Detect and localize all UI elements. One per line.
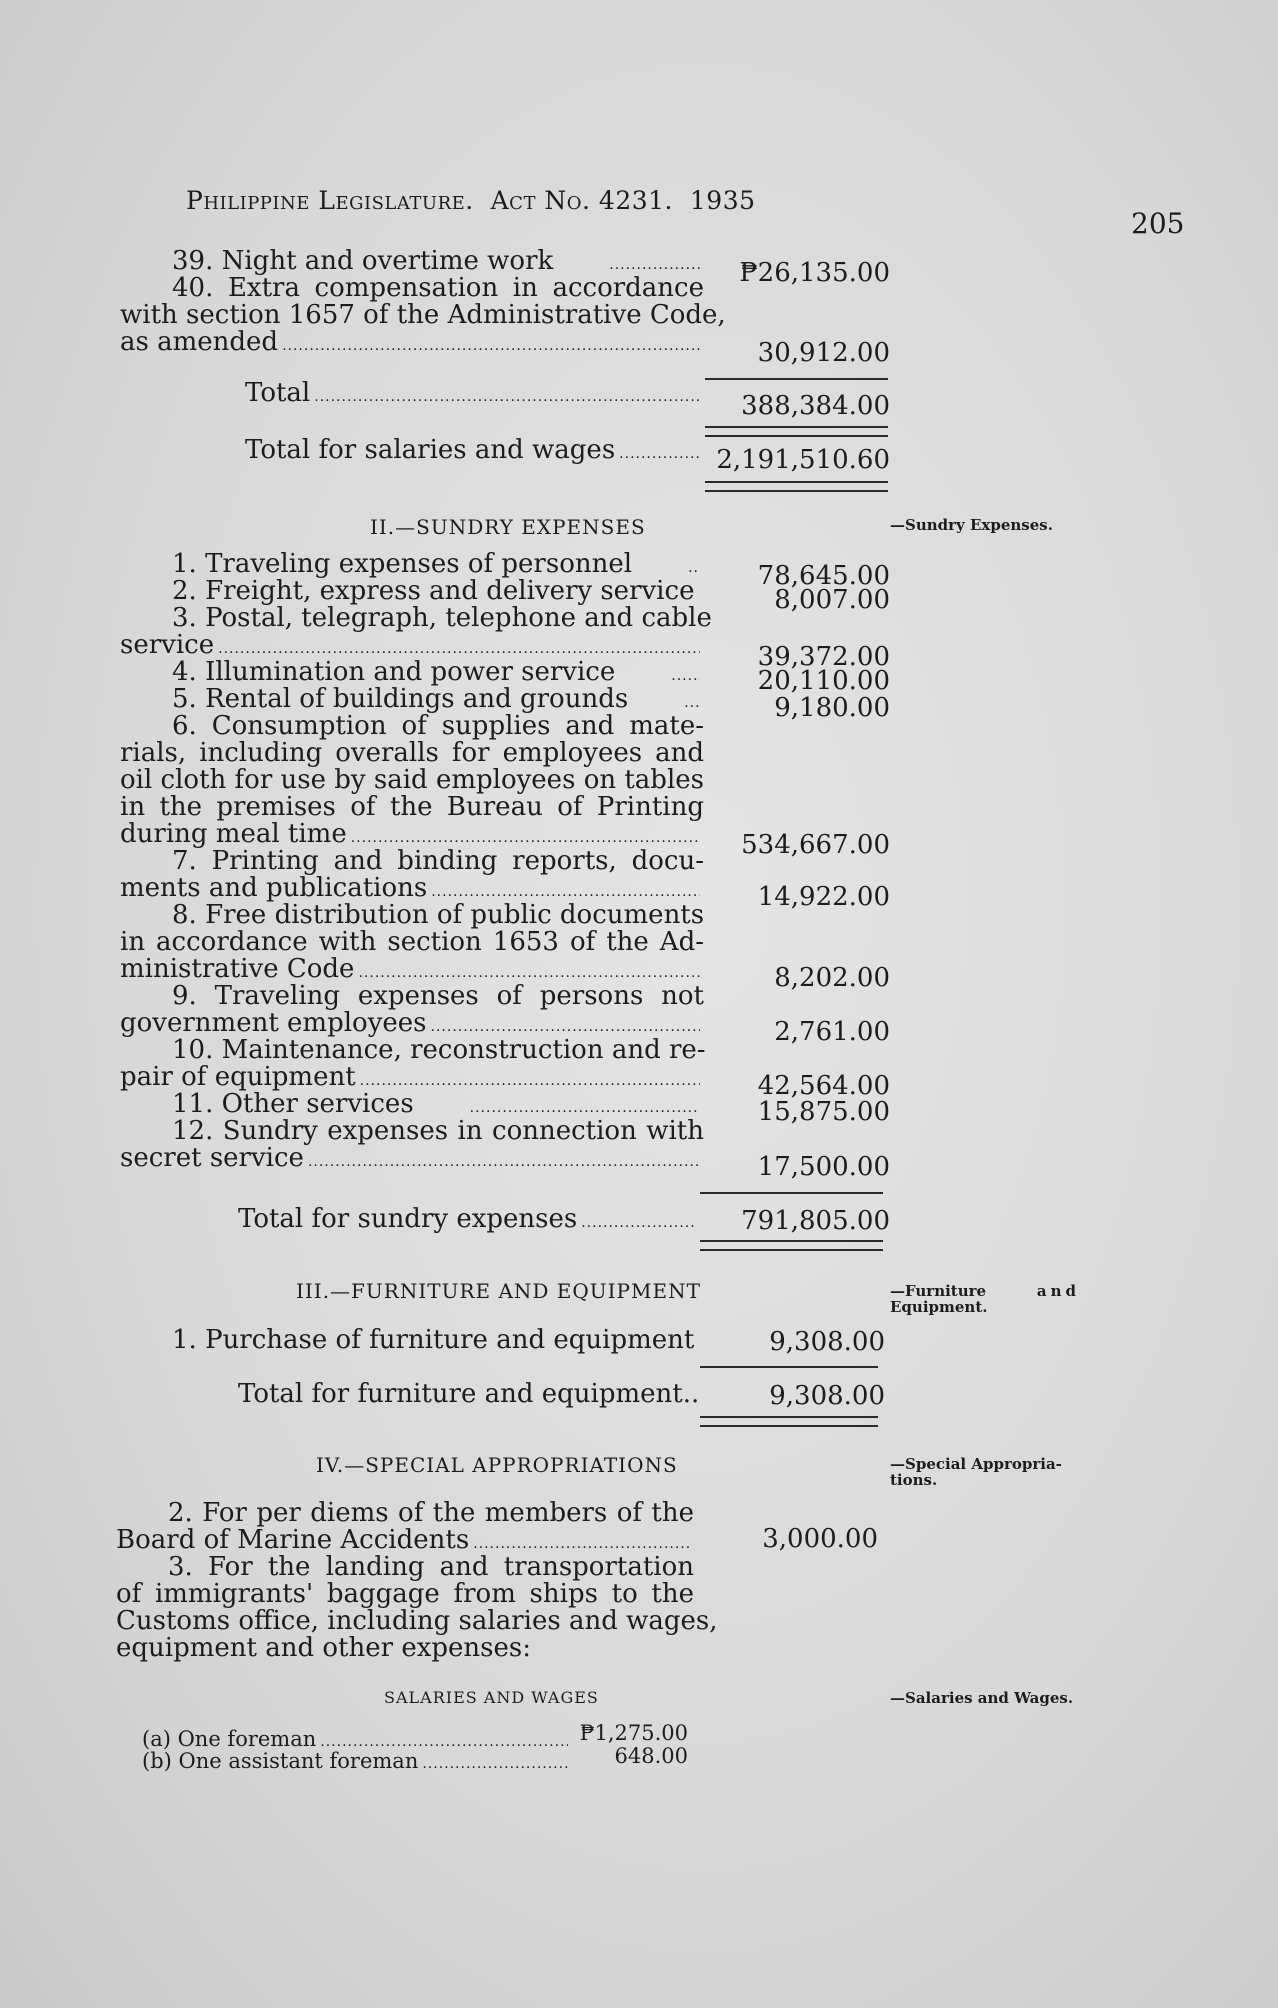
item-39: 39. Night and overtime work ..... (120, 248, 704, 279)
sundry-item-2: 2. Freight, express and delivery service (172, 576, 695, 606)
special-heading: IV.—SPECIAL APPROPRIATIONS (316, 1453, 678, 1477)
sundry-item-11: 11. Other services ..... (120, 1091, 704, 1122)
salaries-row-a-amount: ₱1,275.00 (579, 1721, 688, 1745)
furniture-total-amount: 9,308.00 (769, 1381, 885, 1411)
header-legislature: Philippine Legislature. (186, 186, 474, 215)
sundry-item-5: 5. Rental of buildings and grounds ..... (120, 686, 704, 717)
sundry-item-2-amount: 8,007.00 (774, 585, 890, 615)
sundry-item-12-amount: 17,500.00 (757, 1152, 890, 1182)
furniture-total-row: Total for furniture and equipment.. (238, 1379, 700, 1409)
special-item-3: 3. For the landing and transportation of immigrants' baggage from ships to the Customs office, including salaries and wages, equipment and other expenses: (116, 1552, 718, 1663)
item-40-amount: 30,912.00 (757, 338, 890, 368)
sundry-item-7: 7. Printing and binding reports, docu- ments and publications ..... (120, 848, 704, 906)
sundry-item-4: 4. Illumination and power service ..... (120, 659, 704, 690)
special-margin-note: —Special Appropria- tions. (890, 1455, 1062, 1489)
salaries-row-b: (b) One assistant foreman ..... (142, 1750, 572, 1776)
sundry-item-10-amount: 42,564.00 (757, 1071, 890, 1101)
special-item-2-amount: 3,000.00 (762, 1524, 878, 1554)
total-salaries-amount: 2,191,510.60 (716, 445, 890, 475)
sundry-item-12: 12. Sundry expenses in connection with secret service ..... (120, 1118, 704, 1176)
sundry-item-6: 6. Consumption of supplies and mate- rials, including overalls for employees and oil cloth for use by said employees on tables in the premises of the Bureau of Printing during meal time ..... (120, 713, 704, 852)
sundry-margin-note: —Sundry Expenses. (890, 516, 1053, 534)
sundry-item-1-amount: 78,645.00 (757, 561, 890, 591)
special-item-2: 2. For per diems of the members of the Board of Marine Accidents ..... (116, 1500, 694, 1558)
salaries-row-b-amount: 648.00 (614, 1744, 688, 1768)
sundry-total-amount: 791,805.00 (741, 1206, 890, 1236)
page-number: 205 (1131, 207, 1185, 240)
furniture-item-1-amount: 9,308.00 (769, 1327, 885, 1357)
salaries-row-a: (a) One foreman ..... (142, 1728, 572, 1754)
sundry-item-4-amount: 20,110.00 (757, 666, 890, 696)
sundry-heading: II.—SUNDRY EXPENSES (370, 515, 646, 539)
header-year: 1935 (689, 186, 756, 215)
running-header (186, 186, 756, 215)
furniture-item-1: 1. Purchase of furniture and equipment (172, 1325, 695, 1355)
sundry-total-row: Total for sundry expenses ..... (238, 1206, 700, 1237)
item-40: 40. Extra compensation in accordance with section 1657 of the Administrative Code, as amended ..... (120, 275, 704, 360)
sundry-item-1: 1. Traveling expenses of personnel ..... (120, 551, 704, 582)
header-act: Act No. 4231. (490, 186, 673, 215)
sundry-item-8-amount: 8,202.00 (774, 963, 890, 993)
sundry-item-5-amount: 9,180.00 (774, 693, 890, 723)
sundry-item-7-amount: 14,922.00 (757, 882, 890, 912)
sundry-item-6-amount: 534,667.00 (741, 830, 890, 860)
sundry-item-3: 3. Postal, telegraph, telephone and cable service ..... (120, 605, 704, 663)
sundry-item-10: 10. Maintenance, reconstruction and re- pair of equipment ..... (120, 1037, 704, 1095)
furniture-margin-note: —Furniture and Equipment. (890, 1282, 1080, 1316)
sundry-item-3-amount: 39,372.00 (757, 642, 890, 672)
item-39-amount: ₱26,135.00 (739, 258, 890, 288)
sundry-item-8: 8. Free distribution of public documents in accordance with section 1653 of the Ad- ministrative Code ..... (120, 902, 704, 987)
sundry-item-11-amount: 15,875.00 (757, 1097, 890, 1127)
total-amount: 388,384.00 (741, 391, 890, 421)
total-salaries-row: Total for salaries and wages ..... (245, 437, 704, 468)
total-row: Total ..... (245, 380, 704, 411)
sundry-item-9: 9. Traveling expenses of persons not government employees ..... (120, 983, 704, 1041)
salaries-margin-note: —Salaries and Wages. (890, 1689, 1074, 1707)
salaries-heading: SALARIES AND WAGES (384, 1688, 599, 1707)
furniture-heading: III.—FURNITURE AND EQUIPMENT (296, 1279, 701, 1303)
sundry-item-9-amount: 2,761.00 (774, 1017, 890, 1047)
